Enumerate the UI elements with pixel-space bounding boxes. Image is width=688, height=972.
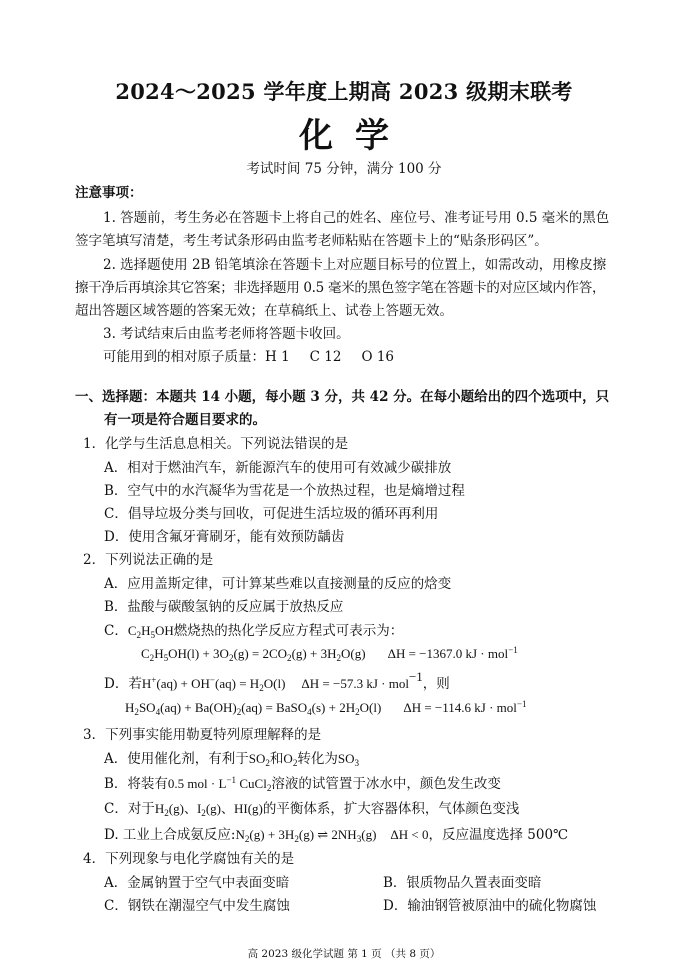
q4-option-b: B．银质物品久置表面变暗 <box>383 875 542 891</box>
atomic-mass-line <box>103 345 394 365</box>
q3-option-b-rest: 溶液的试管置于冰水中，颜色发生改变 <box>271 776 501 792</box>
q1-option-c: C．倡导垃圾分类与回收，可促进生活垃圾的循环再利用 <box>104 506 439 522</box>
so3-formula: $SO_3$ <box>337 751 360 769</box>
notice-item2-line1: 2. 选择题使用 2B 铅笔填涂在答题卡上对应题目标号的位置上，如需改动，用橡皮擦 <box>103 257 607 273</box>
q2-option-a: A．应用盖斯定律，可计算某些难以直接测量的反应的焓变 <box>104 576 452 592</box>
q3-option-a <box>104 747 359 767</box>
ethanol-formula: $C_2H_5OH$ <box>127 623 174 641</box>
q2-option-d: D．若$H^+(aq) + OH^-(aq) = H_2O(l) \Delta H = -57.3$ kJ · mol$^{-1}$，则 <box>104 668 450 694</box>
q2-option-b: B．盐酸与碳酸氢钠的反应属于放热反应 <box>104 599 344 615</box>
sulfuric-barium-equation: $H_2SO_4(aq) + Ba(OH)_2(aq)$ = BaSO$_4$(s) + $2H_2O(l) \Delta H = -114.6$ kJ · mol$^{-1}$ <box>125 699 527 718</box>
q3-option-d-text: D. 工业上合成氨反应: <box>104 827 236 843</box>
neutralization-enthalpy: ΔH = −57.3 kJ · mol <box>301 676 409 691</box>
notice-item2-line2: 擦干净后再填涂其它答案；非选择题用 0.5 毫米的黑色签字笔在答题卡的对应区域内作答， <box>75 280 606 296</box>
cucl2-concentration: 0.5 mol · $L^{-1}$ CuCl$_2$ <box>167 775 272 794</box>
notice-heading: 注意事项： <box>75 185 143 201</box>
so2-formula: $SO_2$ <box>248 751 270 769</box>
exam-title: 2024～2025 学年度上期高 2023 级期末联考 <box>115 79 573 104</box>
q2-option-c-text: 燃烧热的热化学反应方程式可表示为： <box>173 623 404 639</box>
hi-equilibrium-species: $H_2(g)$、$I_2(g)$、HI(g) <box>154 801 263 819</box>
atomic-mass-c: C 12 <box>309 349 342 365</box>
q3-option-a-convert: 转化为 <box>297 751 338 767</box>
ethanol-combustion-equation: $C_2H_5OH(l) + 3O_2(g) = 2CO_2(g) + 3H_2O(g) \Delta H = -1367.0$ kJ · mol$^{-1}$ <box>141 645 518 664</box>
q3-option-c <box>104 797 519 817</box>
q2-option-c <box>104 619 403 639</box>
q3-option-c-text: C．对于 <box>104 801 155 817</box>
q1-option-a: A．相对于燃油汽车，新能源汽车的使用可有效减少碳排放 <box>104 460 452 476</box>
q3-stem: 3．下列事实能用勒夏特列原理解释的是 <box>83 727 322 743</box>
o2-formula: $O_2$ <box>283 751 298 769</box>
q3-option-a-and: 和 <box>269 751 284 767</box>
q3-option-a-text: A．使用催化剂，有利于 <box>104 751 249 767</box>
subject-title: 化学 <box>299 116 411 156</box>
page-footer: 高 2023 级化学试题 第 1 页 （共 8 页） <box>247 948 441 960</box>
neutralization-equation: $H^+(aq) + OH^-(aq) = H_2O(l)$ <box>141 675 286 694</box>
sulfuric-barium-enthalpy: ΔH = −114.6 kJ · mol <box>403 700 517 715</box>
q3-option-b-text: B．将装有 <box>104 776 168 792</box>
notice-item1-line1: 1. 答题前，考生务必在答题卡上将自己的姓名、座位号、准考证号用 0.5 毫米的黑色 <box>103 210 610 226</box>
notice-item1-line2: 签字笔填写清楚，考生考试条形码由监考老师粘贴在答题卡上的“贴条形码区”。 <box>75 233 548 249</box>
notice-item3: 3. 考试结束后由监考老师将答题卡收回。 <box>103 326 350 342</box>
q4-option-a: A．金属钠置于空气中表面变暗 <box>104 875 290 891</box>
q3-option-b <box>104 772 501 792</box>
q1-option-b: B．空气中的水汽凝华为雪花是一个放热过程，也是熵增过程 <box>104 483 465 499</box>
q4-option-d: D．输油钢管被原油中的硫化物腐蚀 <box>383 898 597 914</box>
q3-option-c-rest: 的平衡体系，扩大容器体积，气体颜色变浅 <box>262 801 520 817</box>
section1-line2: 有一项是符合题目要求的。 <box>104 412 266 428</box>
section1-line1: 一、选择题：本题共 14 小题，每小题 3 分，共 42 分。在每小题给出的四个选项中，只 <box>75 389 610 405</box>
q2-stem: 2．下列说法正确的是 <box>83 552 214 568</box>
q3-option-d-rest: ，反应温度选择 500℃ <box>428 827 569 843</box>
q2-option-d-then: ，则 <box>422 676 450 692</box>
atomic-mass-o: O 16 <box>361 349 395 365</box>
q2-option-c-label: C． <box>104 623 128 639</box>
atomic-mass-h: H 1 <box>265 349 290 365</box>
q3-option-d <box>104 823 568 843</box>
q1-stem: 1．化学与生活息息相关。下列说法错误的是 <box>83 436 349 452</box>
q1-option-d: D．使用含氟牙膏刷牙，能有效预防龋齿 <box>104 529 345 545</box>
atomic-mass-label: 可能用到的相对原子质量： <box>103 349 265 365</box>
ammonia-synthesis-equation: $N_2(g) + 3H_2(g)$ ⇌ $2NH_3(g) \Delta H < 0$ <box>235 827 429 845</box>
ethanol-enthalpy: ΔH = −1367.0 kJ · mol <box>387 646 509 661</box>
q4-option-c: C．钢铁在潮湿空气中发生腐蚀 <box>104 898 290 914</box>
q2-option-d-label: D．若 <box>104 676 142 692</box>
exam-info: 考试时间 75 分钟，满分 100 分 <box>246 161 442 177</box>
notice-item2-line3: 超出答题区域答题的答案无效；在草稿纸上、试卷上答题无效。 <box>75 303 453 319</box>
q4-stem: 4．下列现象与电化学腐蚀有关的是 <box>83 851 295 867</box>
